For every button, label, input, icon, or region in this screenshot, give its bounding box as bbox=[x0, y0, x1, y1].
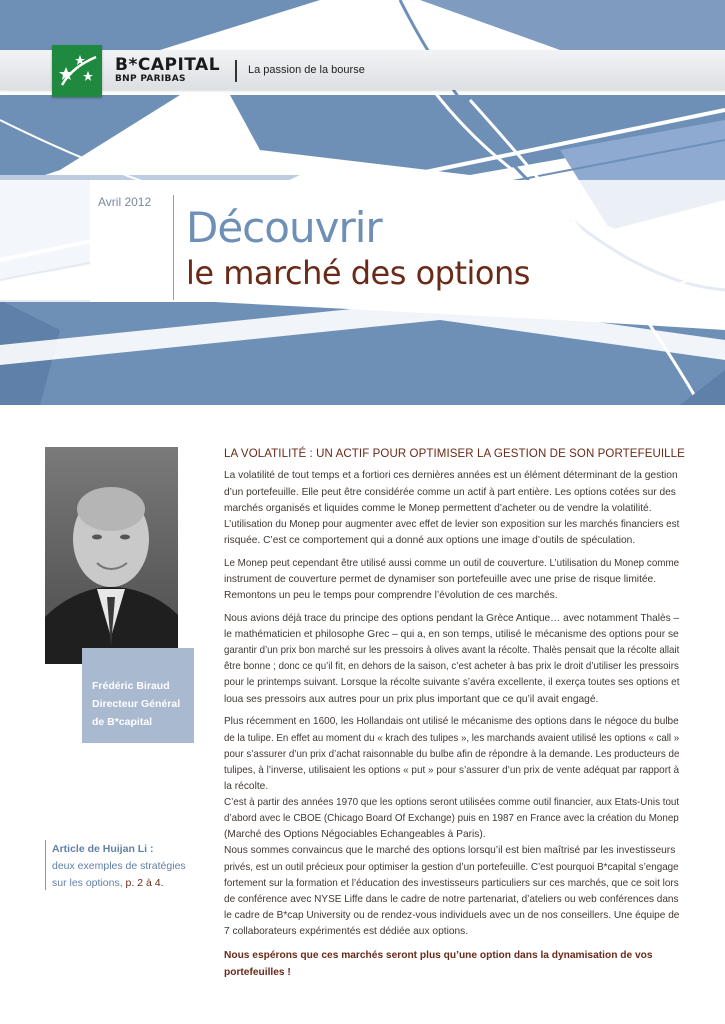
article-line: d’abord avec le CBOE (Chicago Board Of Exchange) puis en 1987 en France avec la création du Monep bbox=[224, 813, 679, 824]
article-line: de conférence avec NYSE Liffe dans le cadre de notre partenariat, d’ateliers ou web conférences dans bbox=[224, 894, 679, 905]
article-line: le cadre de B*cap University ou de rendez-vous individuels avec un de nos conseillers. Une équipe de bbox=[224, 910, 680, 921]
article-line: marchés organisés et liquides comme le Monep permettent d’acheter ou de vendre la volatilité. bbox=[224, 503, 652, 514]
tagline: La passion de la bourse bbox=[248, 64, 365, 76]
article-line: loua ses pressoirs aux autres pour un prix plus important que ce qu’il avait engagé. bbox=[224, 694, 599, 705]
page-subtitle: le marché des options bbox=[186, 254, 530, 292]
closing-line: portefeuilles ! bbox=[224, 967, 291, 978]
aside-link[interactable]: sur les options, bbox=[52, 877, 123, 889]
aside-title: Article de Huijan Li : bbox=[52, 843, 154, 855]
article-line: Nous avions déjà trace du principe des options pendant la Grèce Antique… avec notamment Thalès – bbox=[224, 613, 680, 624]
article-line: instrument de couverture permet de dynamiser son portefeuille avec une prise de risque limitée. bbox=[224, 574, 657, 585]
article-line: L’utilisation du Monep pour augmenter avec effet de levier son exposition sur les marchés financiers est bbox=[224, 519, 680, 530]
article-line: Nous sommes convaincus que le marché des options lorsqu’il est bien maîtrisé par les investisseurs bbox=[224, 845, 676, 856]
title-divider bbox=[173, 195, 174, 300]
article-line: Plus récemment en 1600, les Hollandais ont utilisé le mécanisme des options dans le négoce du bulbe bbox=[224, 716, 679, 727]
article-line: pour s’assurer d’un prix d’achat raisonnable du bulbe afin de répondre à la demande. Les producteurs de bbox=[224, 749, 680, 760]
logo bbox=[52, 45, 102, 97]
article-line: La volatilité de tout temps et a fortiori ces dernières années est un élément déterminant de la gestion bbox=[224, 470, 678, 481]
brand-name: B*CAPITAL bbox=[115, 55, 221, 75]
article-line: d’un portefeuille. Elle peut être considérée comme un actif à part entière. Les options cotées sur des bbox=[224, 487, 676, 498]
article-heading: LA VOLATILITÉ : UN ACTIF POUR OPTIMISER LA GESTION DE SON PORTEFEUILLE bbox=[224, 448, 685, 460]
article-line: 7 collaborateurs expérimentés est dédiée aux options. bbox=[224, 926, 469, 937]
aside-pages: p. 2 à 4. bbox=[125, 877, 164, 889]
header-separator bbox=[235, 60, 237, 82]
caption-name: Frédéric Biraud bbox=[92, 680, 170, 692]
article-line: (Marché des Options Négociables Echangeables à Paris). bbox=[224, 829, 486, 840]
article-line: garantir d’un prix bon marché sur les pressoirs à olives avant la récolte. Thalès pensait que la récolte allait bbox=[224, 645, 680, 656]
article-line: tulipes, à l’inverse, utilisaient les options « put » pour s’assurer d’un prix de vente adéquat par rapport à bbox=[224, 765, 680, 776]
article-line: Le Monep peut cependant être utilisé aussi comme un outil de couverture. L’utilisation du Monep comme bbox=[224, 558, 680, 569]
article-line: être bonne ; donc ce qu’il fit, en dehors de la saison, c’est acheter à bas prix le droit d’utiliser les pressoirs bbox=[224, 661, 679, 672]
article-line: de la tulipe. En effet au moment du « krach des tulipes », les marchands avaient utilisé les options « call » bbox=[224, 733, 680, 744]
aside-line: deux exemples de stratégies bbox=[52, 860, 186, 872]
portrait-photo bbox=[45, 447, 178, 664]
aside-link-row bbox=[52, 877, 164, 889]
article-line: pour le printemps suivant. Lorsque la récolte suivante s’avéra excellente, il exerça toutes ses options et bbox=[224, 677, 680, 688]
aside-divider bbox=[45, 840, 46, 890]
issue-date: Avril 2012 bbox=[98, 195, 152, 209]
caption-role: Directeur Général bbox=[92, 698, 181, 710]
article-line: privés, est un outil précieux pour optimiser la gestion d’un portefeuille. C’est pourquoi B*capital s’engage bbox=[224, 862, 679, 873]
portrait-caption bbox=[82, 648, 194, 743]
brand-subtitle: BNP PARIBAS bbox=[115, 74, 186, 84]
article-line: Remontons un peu le temps pour comprendre l’évolution de ces marchés. bbox=[224, 590, 558, 601]
stars-logo-icon bbox=[52, 45, 102, 97]
article-line: fortement sur la formation et l’éducation des investisseurs particuliers sur ces marchés, que ce soit lors bbox=[224, 878, 679, 889]
caption-company: de B*capital bbox=[92, 716, 153, 728]
closing-line: Nous espérons que ces marchés seront plus qu’une option dans la dynamisation de vos bbox=[224, 950, 653, 961]
article-line: C’est à partir des années 1970 que les options seront utilisées comme outil financier, aux Etats-Unis tout bbox=[224, 797, 680, 808]
article-line: le mathématicien et philosophe Grec – qui a, en son temps, utilisé le mécanisme des options pour se bbox=[224, 629, 679, 640]
page-title: Découvrir bbox=[186, 203, 382, 252]
article-line: la récolte. bbox=[224, 781, 269, 792]
article-line: risquée. C’est ce comportement qui a donné aux options une image d’outils de spéculation. bbox=[224, 535, 636, 546]
